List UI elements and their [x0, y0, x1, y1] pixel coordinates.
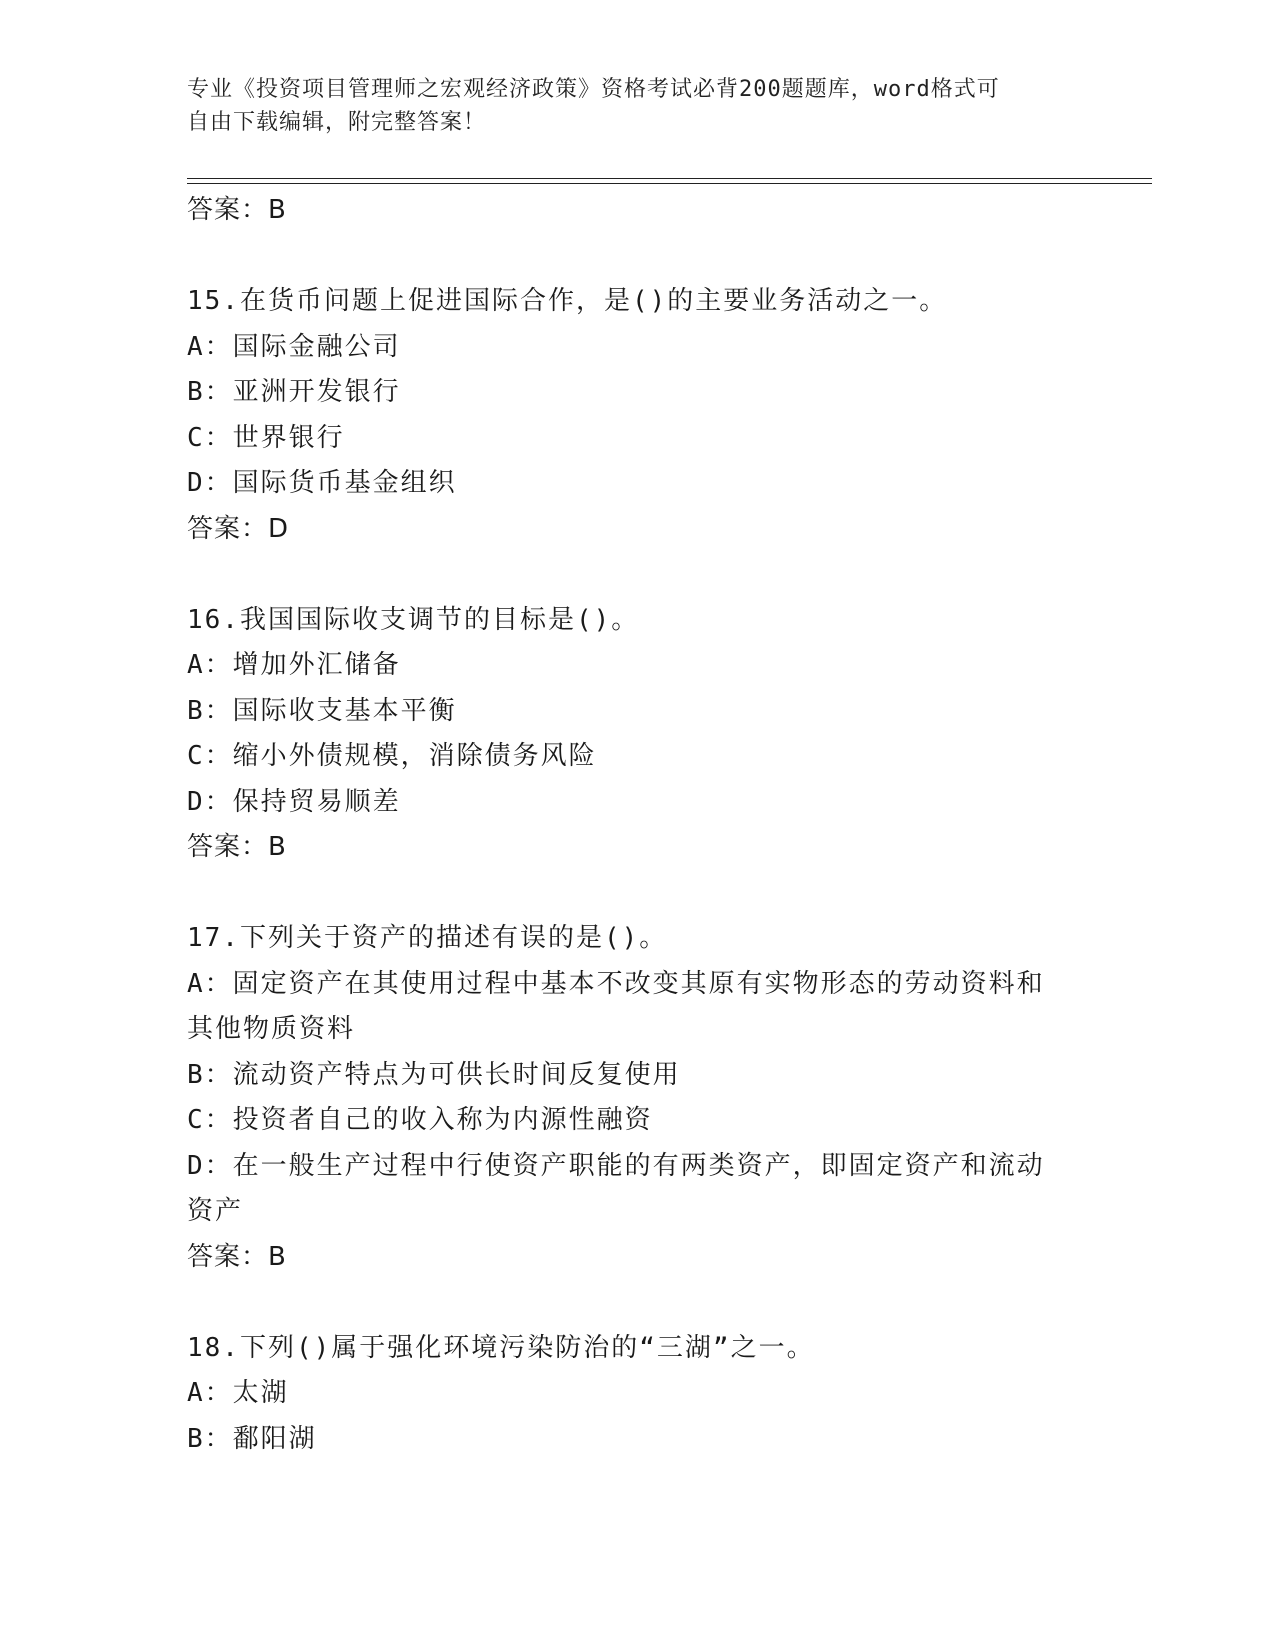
document-header [187, 73, 1067, 139]
question-stem: 16.我国国际收支调节的目标是()。 [187, 604, 640, 635]
answer: 答案：B [187, 1241, 287, 1272]
option-d-continued: 资产 [187, 1196, 244, 1226]
option-a-continued: 其他物质资料 [187, 1014, 356, 1044]
previous-answer: 答案：B [187, 195, 287, 225]
question-stem: 17.下列关于资产的描述有误的是()。 [187, 923, 668, 953]
question-stem: 15.在货币问题上促进国际合作，是()的主要业务活动之一。 [187, 286, 948, 316]
option-a: A：太湖 [187, 1378, 289, 1408]
option-d: D：在一般生产过程中行使资产职能的有两类资产，即固定资产和流动 [187, 1150, 1045, 1181]
header-line-1: 专业《投资项目管理师之宏观经济政策》资格考试必背200题题库，word格式可 [187, 77, 1000, 102]
option-d: D：保持贸易顺差 [187, 786, 401, 817]
question-stem: 18.下列()属于强化环境污染防治的“三湖”之一。 [187, 1332, 815, 1363]
option-b: B：鄱阳湖 [187, 1423, 317, 1454]
option-a: A：固定资产在其使用过程中基本不改变其原有实物形态的劳动资料和 [187, 968, 1045, 999]
answer: 答案：B [187, 832, 287, 862]
option-c: C：投资者自己的收入称为内源性融资 [187, 1105, 653, 1135]
option-b: B：亚洲开发银行 [187, 377, 401, 407]
header-divider-bottom [187, 183, 1152, 184]
header-line-2: 自由下载编辑，附完整答案！ [187, 110, 487, 135]
option-d: D：国际货币基金组织 [187, 468, 457, 498]
option-a: A：国际金融公司 [187, 331, 401, 362]
option-c: C：缩小外债规模，消除债务风险 [187, 741, 597, 771]
question-list [187, 188, 1087, 1462]
header-divider-top [187, 178, 1152, 179]
answer: 答案：D [187, 513, 290, 544]
option-b: B：流动资产特点为可供长时间反复使用 [187, 1059, 681, 1090]
option-c: C：世界银行 [187, 422, 345, 453]
option-a: A：增加外汇储备 [187, 650, 401, 680]
option-b: B：国际收支基本平衡 [187, 695, 457, 726]
